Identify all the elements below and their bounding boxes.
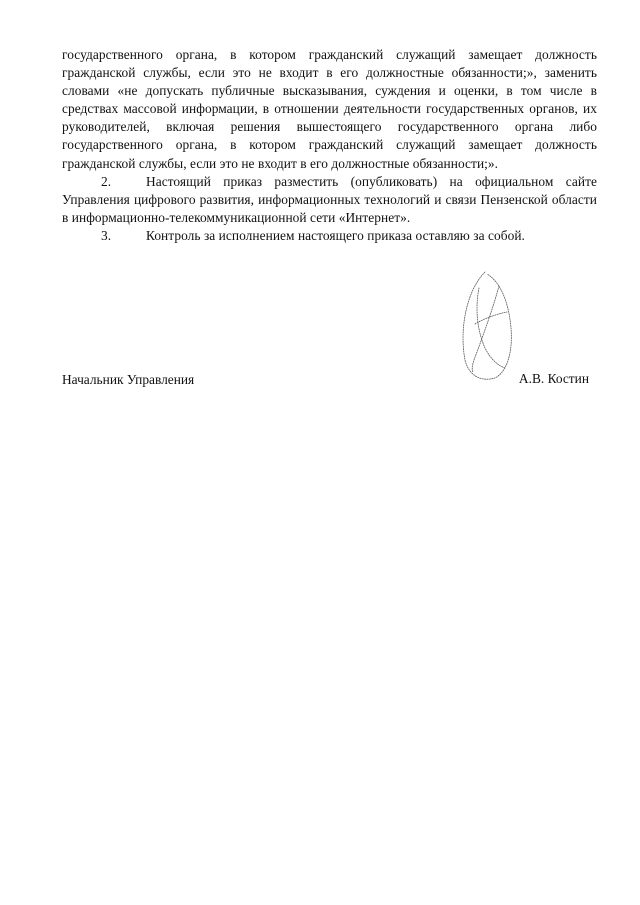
paragraph-number: 2. [101, 173, 112, 189]
handwritten-signature [455, 268, 515, 388]
continuation-paragraph: государственного органа, в котором гражданский служащий замещает должность гражданской службы, если это не входит в его должностные обязанности;», заменить словами «не допускать публичные высказывания, суждения и оценки, в том числе в средствах массовой информации, в отношении деятельности государственных органов, их руководителей, включая решения вышестоящего государственного органа либо государственного органа, в котором гражданский служащий замещает должность гражданской службы, если это не входит в его должностные обязанности;». [62, 47, 597, 171]
paragraph-number: 3. [101, 227, 112, 243]
paragraph-text: Настоящий приказ разместить (опубликовать) на официальном сайте Управления цифрового развития, информационных технологий и связи Пензенской области в информационно-телекоммуникационной сети «Интернет». [62, 173, 597, 225]
signature-block [62, 372, 597, 392]
document-body [62, 46, 597, 245]
signatory-position: Начальник Управления [62, 372, 195, 387]
paragraph-item-3 [62, 227, 597, 245]
paragraph-text: Контроль за исполнением настоящего приказа оставляю за собой. [146, 227, 525, 243]
paragraph-item-2 [62, 173, 597, 227]
signatory-name: А.В. Костин [518, 371, 589, 386]
